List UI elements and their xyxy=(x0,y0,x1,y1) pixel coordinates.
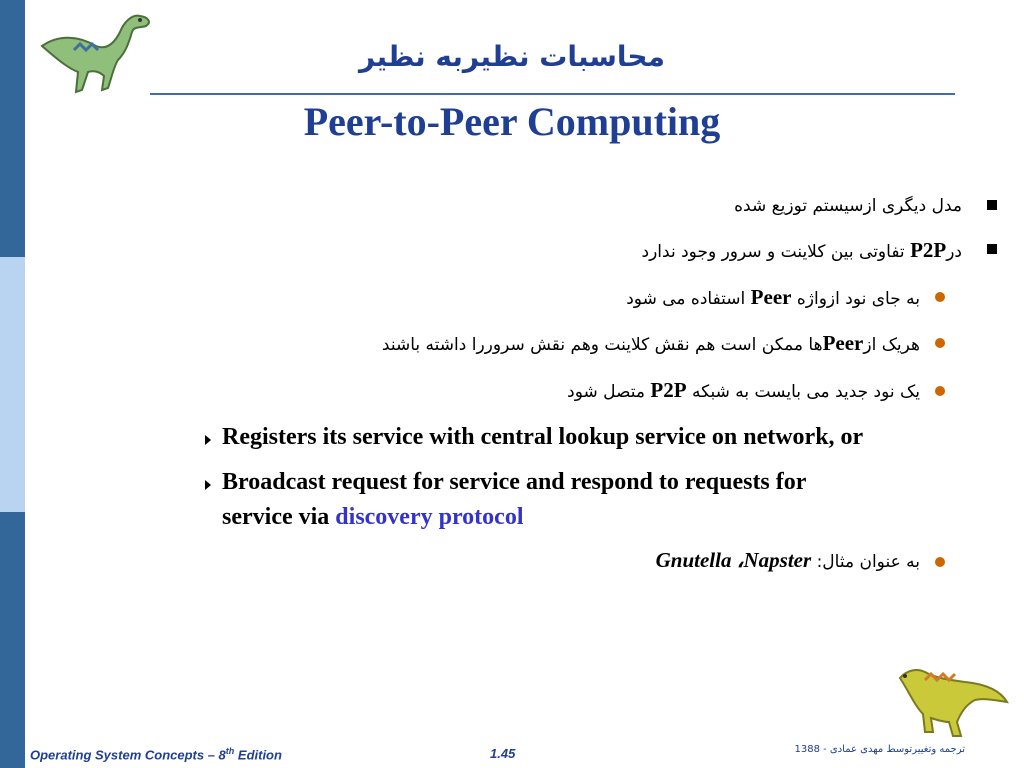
bullet-4-latin: Peer xyxy=(822,331,864,355)
footer-title-pre: Operating System Concepts – 8 xyxy=(30,747,226,763)
english-item-1: Registers its service with central lookup service on network, or xyxy=(222,424,864,450)
bullet-6-latin: Gnutella ،Napster xyxy=(655,548,812,572)
bullet-4-pre: هریک از xyxy=(863,335,920,355)
footer-credit: ترجمه وتغییرتوسط مهدی عمادی - 1388 xyxy=(794,744,965,755)
bullet-2-latin: P2P xyxy=(910,238,947,262)
bullet-5-post: متصل شود xyxy=(567,382,651,402)
english-item-2-line-2 xyxy=(222,504,524,531)
bullet-4-post: ها ممکن است هم نقش کلاینت وهم نقش سروررا داشته باشند xyxy=(381,335,823,355)
bullet-item-4 xyxy=(382,331,920,356)
triangle-bullet-icon xyxy=(205,435,211,445)
footer-page-number: 1.45 xyxy=(490,746,516,761)
english-item-2-line-1: Broadcast request for service and respond to requests for xyxy=(222,469,807,495)
round-bullet-icon xyxy=(935,386,945,396)
dinosaur-illustration-bottom xyxy=(895,660,1015,740)
bullet-item-5 xyxy=(567,378,920,403)
round-bullet-icon xyxy=(935,338,945,348)
footer-title-post: Edition xyxy=(234,747,282,763)
round-bullet-icon xyxy=(935,292,945,302)
triangle-bullet-icon xyxy=(205,480,211,490)
bullet-2-post: تفاوتی بین کلاینت و سرور وجود ندارد xyxy=(641,242,911,262)
discovery-protocol-highlight: discovery protocol xyxy=(335,504,524,530)
bullet-item-2 xyxy=(642,238,962,263)
slide-title-persian: محاسبات نظیربه نظیر xyxy=(359,40,665,73)
footer-title-sup: th xyxy=(225,746,235,756)
bullet-3-post: استفاده می شود xyxy=(626,289,751,309)
bullet-item-3 xyxy=(626,285,920,310)
bullet-1-text: مدل دیگری ازسیستم توزیع شده xyxy=(734,196,962,216)
bullet-3-latin: Peer xyxy=(750,285,792,309)
left-sidebar-highlight xyxy=(0,257,25,512)
bullet-6-pre: به عنوان مثال: xyxy=(811,552,920,572)
square-bullet-icon xyxy=(987,200,997,210)
bullet-2-pre: در xyxy=(946,242,962,262)
slide-title-english: Peer-to-Peer Computing xyxy=(303,99,721,144)
square-bullet-icon xyxy=(987,244,997,254)
bullet-item-1 xyxy=(734,196,962,216)
title-divider xyxy=(150,93,955,95)
bullet-item-6 xyxy=(656,548,920,573)
bullet-5-pre: یک نود جدید می بایست به شبکه xyxy=(686,382,920,402)
round-bullet-icon xyxy=(935,557,945,567)
bullet-5-latin: P2P xyxy=(650,378,687,402)
footer-book-title xyxy=(30,746,282,762)
english-item-2-prefix: service via xyxy=(222,504,336,530)
bullet-3-pre: به جای نود ازواژه xyxy=(791,289,920,309)
